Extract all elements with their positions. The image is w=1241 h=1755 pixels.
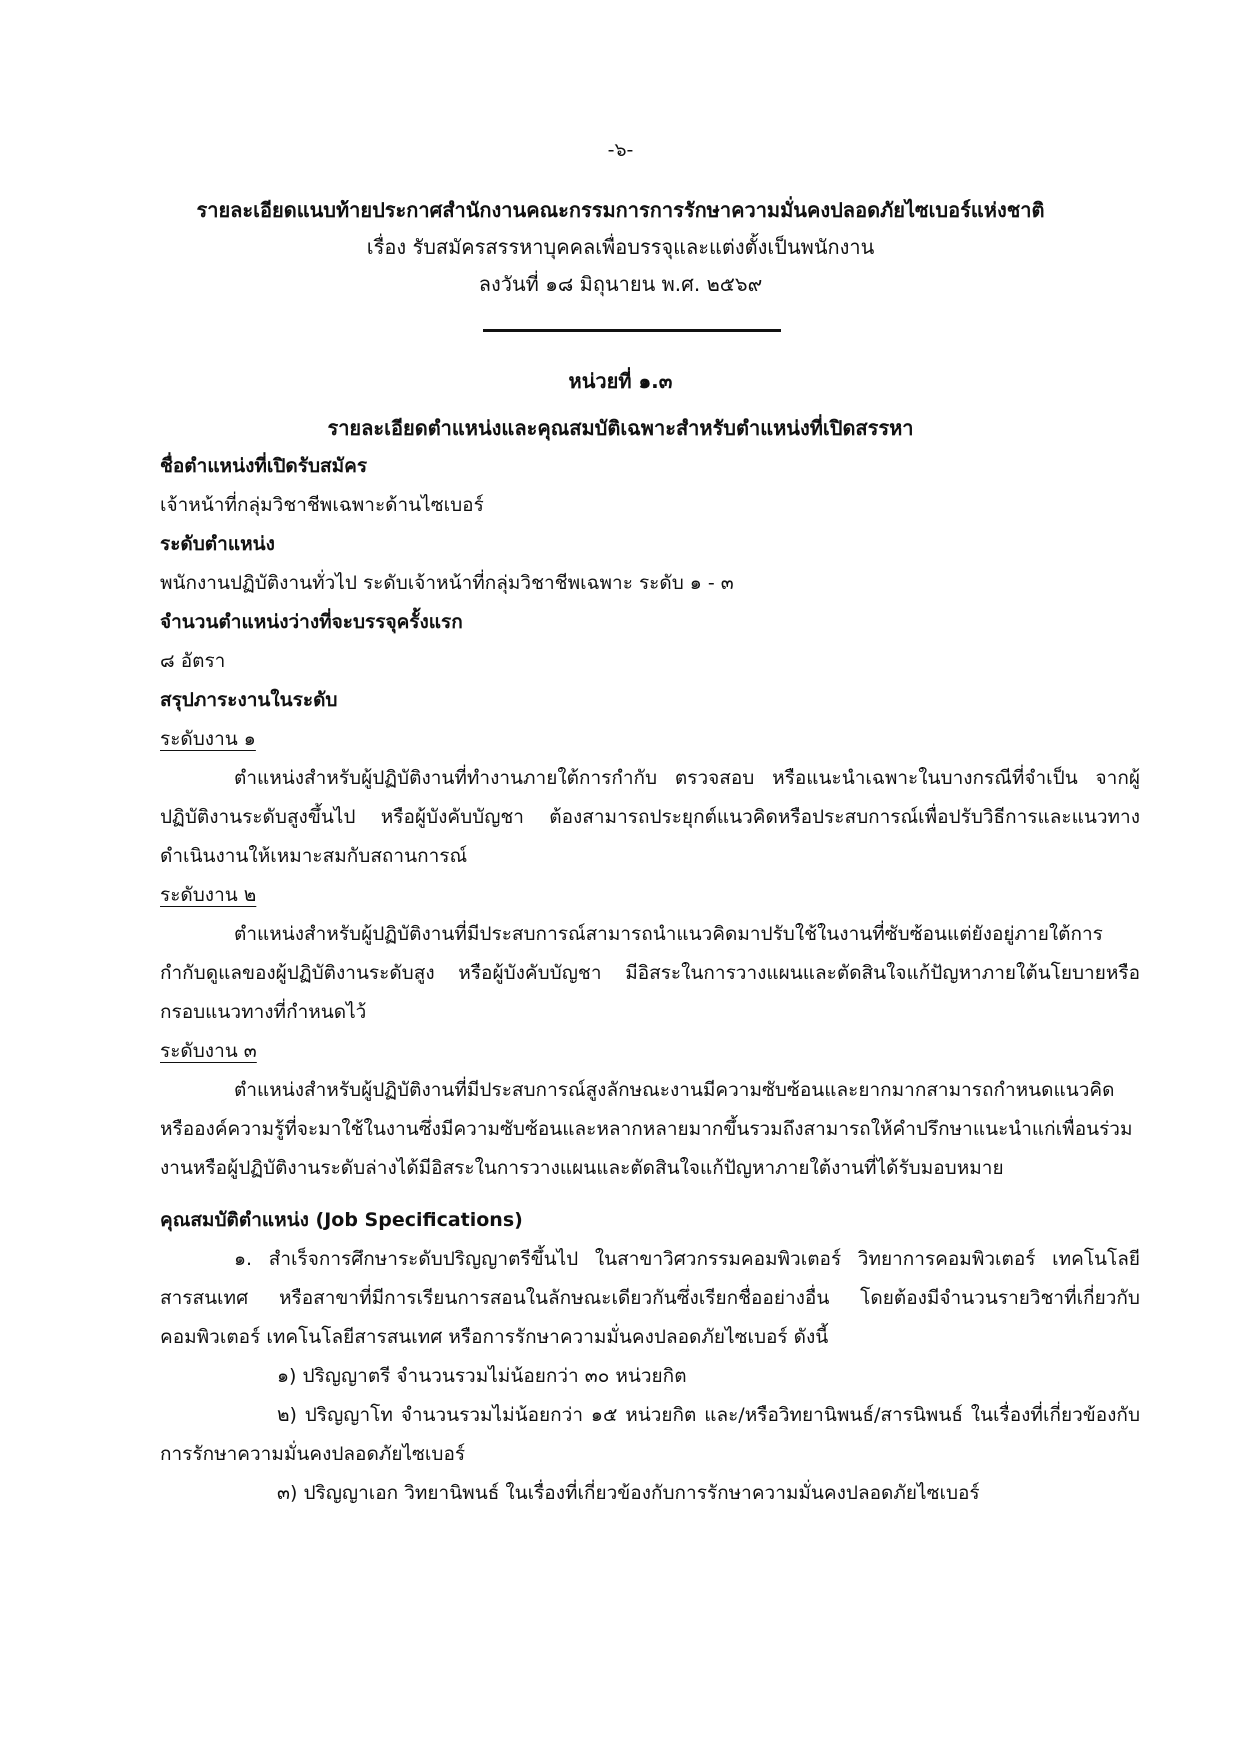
section-spacer: [160, 1188, 1140, 1201]
header-title: รายละเอียดแนบท้ายประกาศสำนักงานคณะกรรมการการรักษาความมั่นคงปลอดภัยไซเบอร์แห่งชาติ: [196, 198, 1045, 222]
level-label: ระดับตำแหน่ง: [160, 533, 275, 555]
workload-level-2-label: ระดับงาน ๒: [160, 884, 257, 906]
workload-label: สรุปภาระงานในระดับ: [160, 689, 338, 711]
unit-title: หน่วยที่ ๑.๓: [568, 369, 673, 393]
workload-level-2-text: ตำแหน่งสำหรับผู้ปฏิบัติงานที่มีประสบการณ์สามารถนำแนวคิดมาปรับใช้ในงานที่ซับซ้อนแต่ยังอยู่ภายใต้การกำกับดูแลของผู้ปฏิบัติงานระดับสูง หรือผู้บังคับบัญชา มีอิสระในการวางแผนและตัดสินใจแก้ปัญหาภายใต้นโยบายหรือกรอบแนวทางที่กำหนดไว้: [160, 923, 1140, 1023]
specification-sub-3: ๓) ปริญญาเอก วิทยานิพนธ์ ในเรื่องที่เกี่ยวข้องกับการรักษาความมั่นคงปลอดภัยไซเบอร์: [277, 1482, 980, 1504]
workload-level-1-text: ตำแหน่งสำหรับผู้ปฏิบัติงานที่ทำงานภายใต้การกำกับ ตรวจสอบ หรือแนะนำเฉพาะในบางกรณีที่จำเป็น จากผู้ปฏิบัติงานระดับสูงขึ้นไป หรือผู้บังคับบัญชา ต้องสามารถประยุกต์แนวคิดหรือประสบการณ์เพื่อปรับวิธีการและแนวทางดำเนินงานให้เหมาะสมกับสถานการณ์: [160, 767, 1140, 867]
header-divider: [483, 329, 781, 332]
workload-level-3-label: ระดับงาน ๓: [160, 1040, 257, 1062]
position-value: เจ้าหน้าที่กลุ่มวิชาชีพเฉพาะด้านไซเบอร์: [160, 494, 484, 516]
specification-item-1: ๑. สำเร็จการศึกษาระดับปริญญาตรีขึ้นไป ในสาขาวิศวกรรมคอมพิวเตอร์ วิทยาการคอมพิวเตอร์ เทคโนโลยีสารสนเทศ หรือสาขาที่มีการเรียนการสอนในลักษณะเดียวกันซึ่งเรียกชื่ออย่างอื่น โดยต้องมีจำนวนรายวิชาที่เกี่ยวกับคอมพิวเตอร์ เทคโนโลยีสารสนเทศ หรือการรักษาความมั่นคงปลอดภัยไซเบอร์ ดังนี้: [160, 1248, 1140, 1348]
header-date: ลงวันที่ ๑๘ มิถุนายน พ.ศ. ๒๕๖๙: [478, 272, 763, 296]
vacancies-value: ๘ อัตรา: [160, 650, 226, 672]
specification-sub-1: ๑) ปริญญาตรี จำนวนรวมไม่น้อยกว่า ๓๐ หน่วยกิต: [277, 1365, 687, 1387]
document-body: [160, 447, 1140, 1513]
page-number: -๖-: [607, 139, 634, 161]
specification-sub-2: ๒) ปริญญาโท จำนวนรวมไม่น้อยกว่า ๑๕ หน่วยกิต และ/หรือวิทยานิพนธ์/สารนิพนธ์ ในเรื่องที่เกี่ยวข้องกับการรักษาความมั่นคงปลอดภัยไซเบอร์: [160, 1404, 1140, 1465]
specifications-label: คุณสมบัติตำแหน่ง (Job Specifications): [160, 1209, 523, 1231]
level-value: พนักงานปฏิบัติงานทั่วไป ระดับเจ้าหน้าที่กลุ่มวิชาชีพเฉพาะ ระดับ ๑ - ๓: [160, 572, 734, 594]
header-subject: เรื่อง รับสมัครสรรหาบุคคลเพื่อบรรจุและแต่งตั้งเป็นพนักงาน: [366, 235, 875, 259]
vacancies-label: จำนวนตำแหน่งว่างที่จะบรรจุครั้งแรก: [160, 611, 463, 633]
section-subtitle: รายละเอียดตำแหน่งและคุณสมบัติเฉพาะสำหรับตำแหน่งที่เปิดสรรหา: [327, 416, 914, 440]
position-label: ชื่อตำแหน่งที่เปิดรับสมัคร: [160, 455, 368, 477]
document-header: [0, 192, 1241, 303]
workload-level-1-label: ระดับงาน ๑: [160, 728, 256, 750]
workload-level-3-text: ตำแหน่งสำหรับผู้ปฏิบัติงานที่มีประสบการณ์สูงลักษณะงานมีความซับซ้อนและยากมากสามารถกำหนดแนวคิดหรือองค์ความรู้ที่จะมาใช้ในงานซึ่งมีความซับซ้อนและหลากหลายมากขึ้นรวมถึงสามารถให้คำปรึกษาแนะนำแก่เพื่อนร่วมงานหรือผู้ปฏิบัติงานระดับล่างได้มีอิสระในการวางแผนและตัดสินใจแก้ปัญหาภายใต้งานที่ได้รับมอบหมาย: [160, 1079, 1133, 1179]
